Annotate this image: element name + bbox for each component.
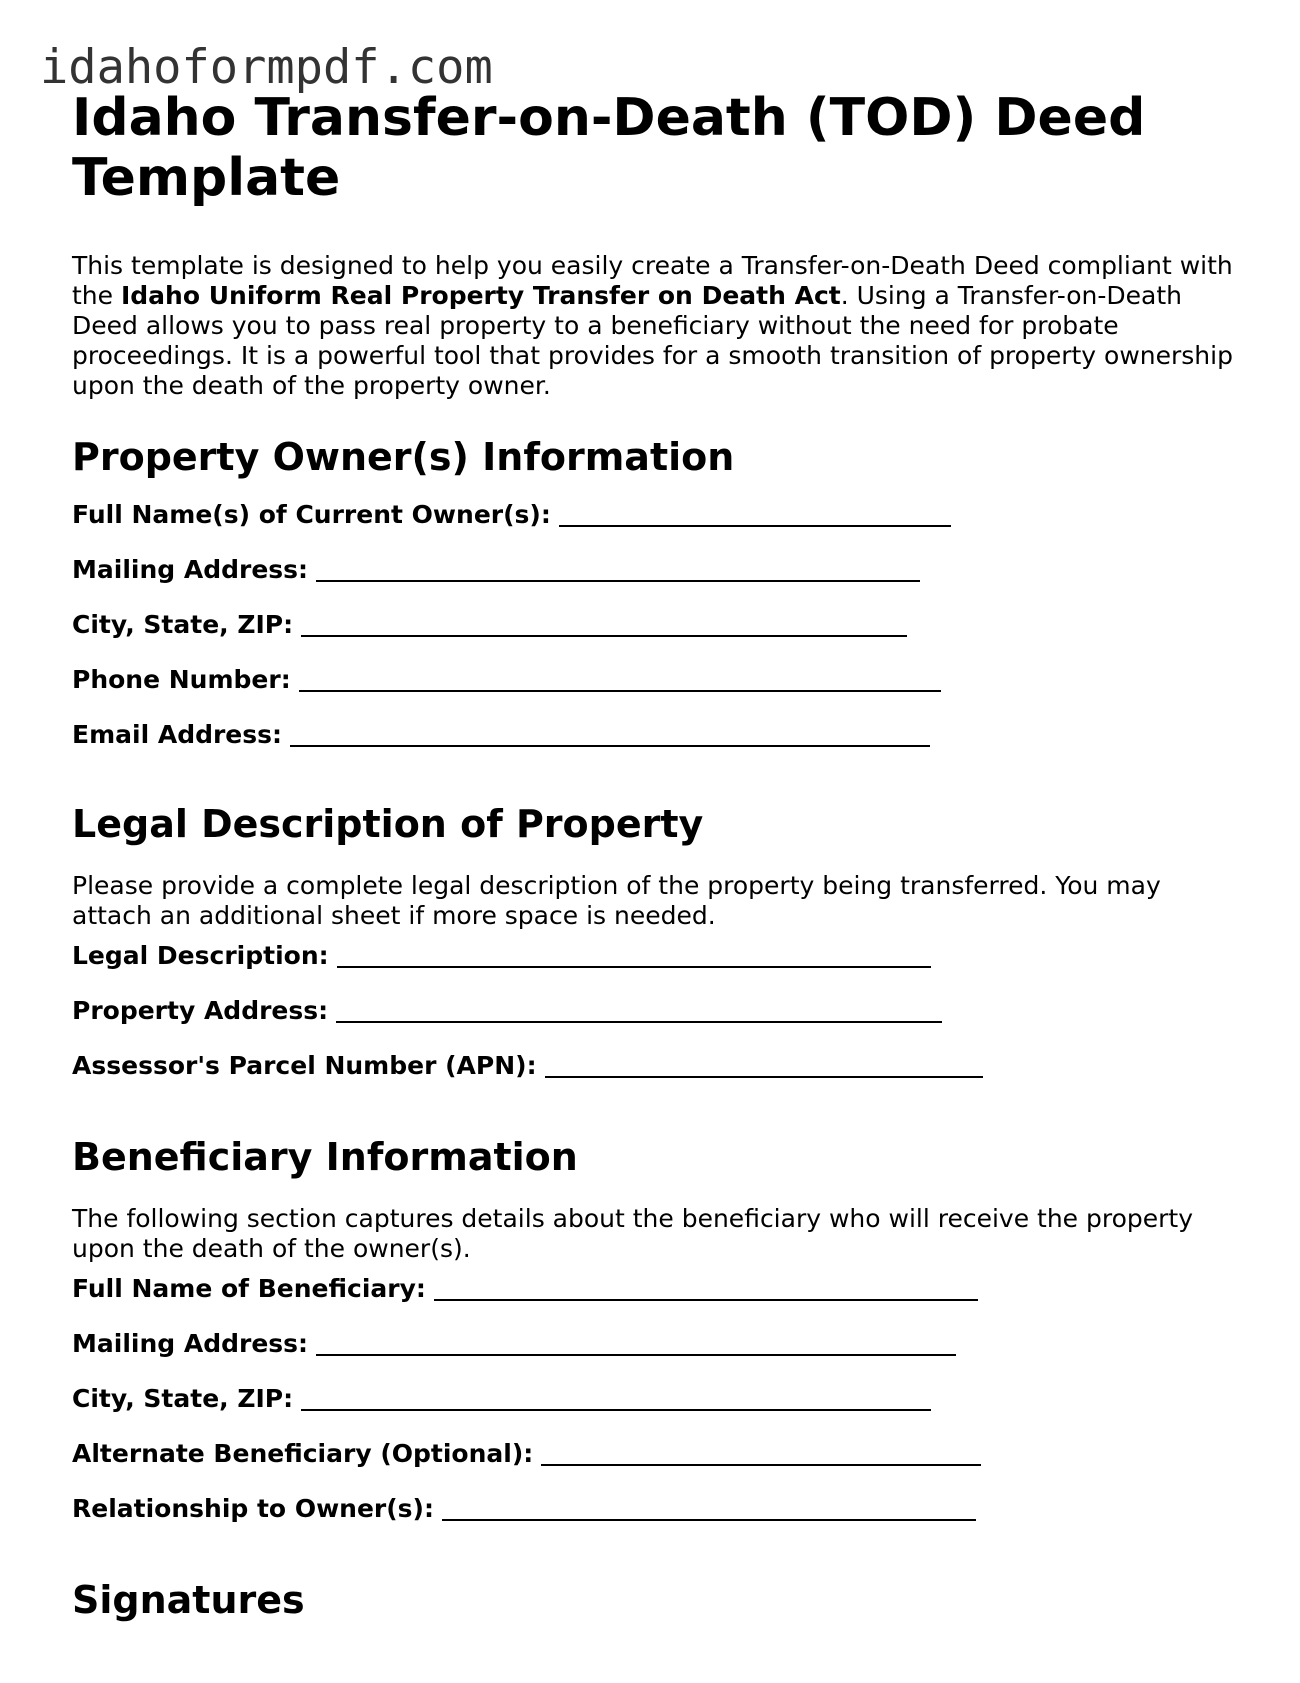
relationship-field [72, 1494, 1242, 1549]
owner-section-heading: Property Owner(s) Information [72, 435, 735, 479]
page-title: Idaho Transfer-on-Death (TOD) Deed Template [72, 88, 1146, 208]
beneficiary-name-blank[interactable] [434, 1299, 978, 1301]
apn-field [72, 1051, 1242, 1106]
field-label: Full Name of Beneficiary: [72, 1274, 426, 1303]
owner-name-blank[interactable] [559, 525, 951, 527]
field-label: Mailing Address: [72, 555, 309, 584]
document-page [72, 88, 1242, 1623]
owner-mailing-address-blank[interactable] [316, 580, 920, 582]
legal-section-description: Please provide a complete legal description of the property being transferred. You may attach an additional sheet if more space is needed. [72, 871, 1161, 930]
owner-city-state-zip-field [72, 610, 1242, 665]
beneficiary-name-field [72, 1274, 1242, 1329]
property-address-field [72, 996, 1242, 1051]
alternate-beneficiary-field [72, 1439, 1242, 1494]
beneficiary-fields [72, 1274, 1242, 1549]
intro-text-end: . Using a Transfer-on-Death Deed allows you to pass real property to a beneficiary without the need for probate proceedings. It is a powerful tool that provides for a smooth transition of property ownership upon the death of the property owner. [72, 281, 1233, 400]
intro-text-start: This template is designed to help you easily create a Transfer-on-Death Deed compliant with the [72, 251, 1233, 310]
apn-blank[interactable] [545, 1076, 983, 1078]
alternate-beneficiary-blank[interactable] [541, 1464, 981, 1466]
owner-fields [72, 500, 1242, 775]
relationship-blank[interactable] [442, 1519, 976, 1521]
beneficiary-section-description: The following section captures details about the beneficiary who will receive the property upon the death of the owner(s). [72, 1204, 1194, 1263]
signatures-section-heading: Signatures [72, 1578, 305, 1622]
property-address-blank[interactable] [336, 1021, 942, 1023]
field-label: Property Address: [72, 996, 329, 1025]
field-label: Assessor's Parcel Number (APN): [72, 1051, 537, 1080]
beneficiary-city-state-zip-blank[interactable] [301, 1409, 931, 1411]
beneficiary-mailing-address-field [72, 1329, 1242, 1384]
owner-email-field [72, 720, 1242, 775]
site-watermark: idahoformpdf.com [40, 40, 493, 95]
field-label: Legal Description: [72, 941, 329, 970]
owner-phone-blank[interactable] [299, 690, 941, 692]
beneficiary-mailing-address-blank[interactable] [316, 1354, 956, 1356]
legal-description-blank[interactable] [337, 966, 931, 968]
field-label: City, State, ZIP: [72, 610, 294, 639]
field-label: Mailing Address: [72, 1329, 309, 1358]
field-label: Relationship to Owner(s): [72, 1494, 434, 1523]
beneficiary-city-state-zip-field [72, 1384, 1242, 1439]
legal-description-field [72, 941, 1242, 996]
act-name: Idaho Uniform Real Property Transfer on Death Act [120, 281, 841, 310]
owner-mailing-address-field [72, 555, 1242, 610]
field-label: Alternate Beneficiary (Optional): [72, 1439, 534, 1468]
owner-name-field [72, 500, 1242, 555]
field-label: Phone Number: [72, 665, 291, 694]
owner-phone-field [72, 665, 1242, 720]
owner-city-state-zip-blank[interactable] [301, 635, 907, 637]
intro-paragraph [72, 251, 1242, 401]
beneficiary-section-heading: Beneficiary Information [72, 1135, 578, 1179]
field-label: City, State, ZIP: [72, 1384, 294, 1413]
owner-email-blank[interactable] [290, 745, 930, 747]
field-label: Email Address: [72, 720, 283, 749]
field-label: Full Name(s) of Current Owner(s): [72, 500, 551, 529]
legal-fields [72, 941, 1242, 1106]
legal-section-heading: Legal Description of Property [72, 802, 704, 846]
